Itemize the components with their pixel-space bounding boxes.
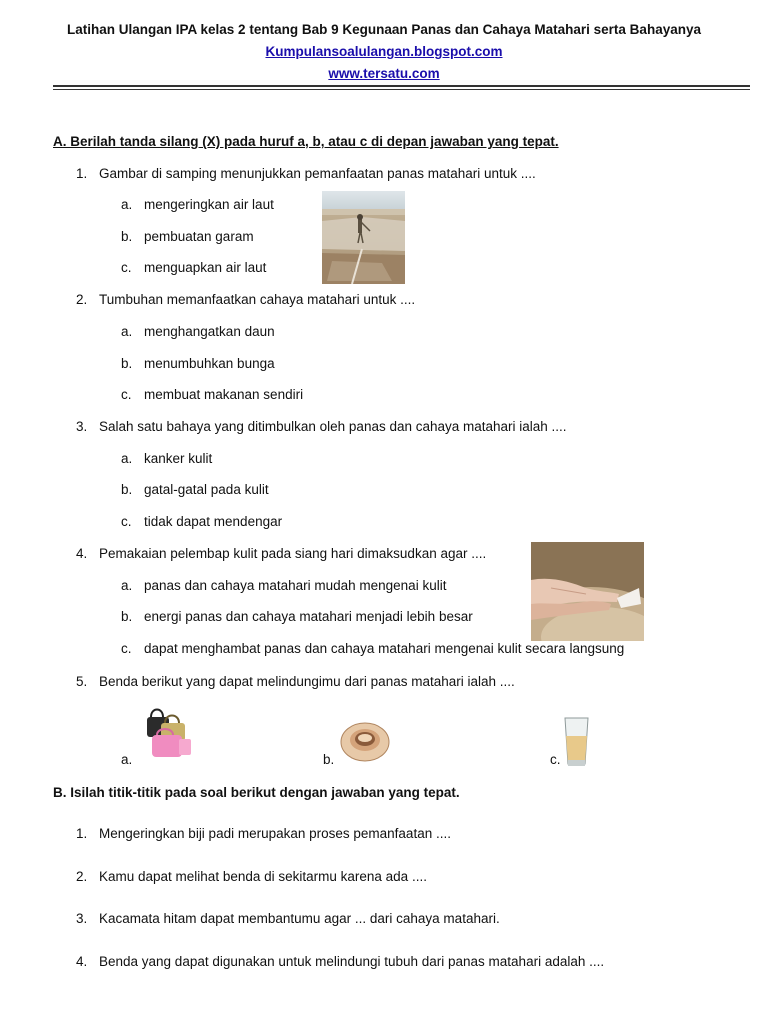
question-text: Benda yang dapat digunakan untuk melindungi tubuh dari panas matahari adalah .... bbox=[99, 954, 605, 969]
option-label[interactable]: c. bbox=[121, 260, 132, 275]
question-number: 4. bbox=[76, 954, 88, 969]
option-label[interactable]: a. bbox=[121, 578, 133, 593]
salt-field-image bbox=[322, 191, 405, 284]
option-label[interactable]: b. bbox=[121, 229, 133, 244]
question-number: 4. bbox=[76, 546, 88, 561]
header-divider bbox=[53, 85, 750, 87]
question-number: 3. bbox=[76, 419, 88, 434]
question-text: Salah satu bahaya yang ditimbulkan oleh panas dan cahaya matahari ialah .... bbox=[99, 419, 567, 434]
option-label[interactable]: a. bbox=[121, 752, 133, 767]
question-number: 2. bbox=[76, 869, 88, 884]
page-title: Latihan Ulangan IPA kelas 2 tentang Bab 9 Kegunaan Panas dan Cahaya Matahari serta Bahayanya bbox=[67, 22, 701, 37]
header-divider-thin bbox=[53, 89, 750, 90]
option-label[interactable]: a. bbox=[121, 324, 133, 339]
option-text: menguapkan air laut bbox=[144, 260, 267, 275]
option-text: tidak dapat mendengar bbox=[144, 514, 283, 529]
option-label[interactable]: a. bbox=[121, 451, 133, 466]
option-text: energi panas dan cahaya matahari menjadi lebih besar bbox=[144, 609, 473, 624]
option-label[interactable]: c. bbox=[121, 641, 132, 656]
question-number: 5. bbox=[76, 674, 88, 689]
question-text: Pemakaian pelembap kulit pada siang hari dimaksudkan agar .... bbox=[99, 546, 487, 561]
hat-image bbox=[339, 716, 391, 763]
question-text: Tumbuhan memanfaatkan cahaya matahari untuk .... bbox=[99, 292, 416, 307]
section-b-heading: B. Isilah titik-titik pada soal berikut dengan jawaban yang tepat. bbox=[53, 785, 460, 800]
website-link[interactable]: www.tersatu.com bbox=[328, 66, 440, 81]
question-text: Mengeringkan biji padi merupakan proses pemanfaatan .... bbox=[99, 826, 451, 841]
option-label[interactable]: c. bbox=[550, 752, 561, 767]
option-label[interactable]: a. bbox=[121, 197, 133, 212]
question-number: 3. bbox=[76, 911, 88, 926]
blog-link[interactable]: Kumpulansoalulangan.blogspot.com bbox=[265, 44, 503, 59]
option-text: mengeringkan air laut bbox=[144, 197, 274, 212]
question-text: Kacamata hitam dapat membantumu agar ... dari cahaya matahari. bbox=[99, 911, 500, 926]
option-text: menghangatkan daun bbox=[144, 324, 275, 339]
question-number: 2. bbox=[76, 292, 88, 307]
option-text: gatal-gatal pada kulit bbox=[144, 482, 269, 497]
option-label[interactable]: b. bbox=[121, 482, 133, 497]
question-number: 1. bbox=[76, 166, 88, 181]
section-a-heading: A. Berilah tanda silang (X) pada huruf a, b, atau c di depan jawaban yang tepat. bbox=[53, 134, 559, 149]
option-text: dapat menghambat panas dan cahaya matahari mengenai kulit secara langsung bbox=[144, 641, 625, 656]
question-text: Gambar di samping menunjukkan pemanfaatan panas matahari untuk .... bbox=[99, 166, 536, 181]
option-text: menumbuhkan bunga bbox=[144, 356, 275, 371]
applying-lotion-image bbox=[531, 542, 644, 641]
option-text: pembuatan garam bbox=[144, 229, 254, 244]
question-text: Kamu dapat melihat benda di sekitarmu karena ada .... bbox=[99, 869, 427, 884]
option-text: panas dan cahaya matahari mudah mengenai kulit bbox=[144, 578, 447, 593]
option-label[interactable]: b. bbox=[121, 356, 133, 371]
option-text: membuat makanan sendiri bbox=[144, 387, 304, 402]
option-label[interactable]: b. bbox=[121, 609, 133, 624]
glass-image bbox=[562, 716, 591, 768]
handbags-image bbox=[143, 703, 193, 761]
question-number: 1. bbox=[76, 826, 88, 841]
question-text: Benda berikut yang dapat melindungimu dari panas matahari ialah .... bbox=[99, 674, 515, 689]
option-label[interactable]: c. bbox=[121, 514, 132, 529]
option-label[interactable]: b. bbox=[323, 752, 335, 767]
option-label[interactable]: c. bbox=[121, 387, 132, 402]
option-text: kanker kulit bbox=[144, 451, 213, 466]
